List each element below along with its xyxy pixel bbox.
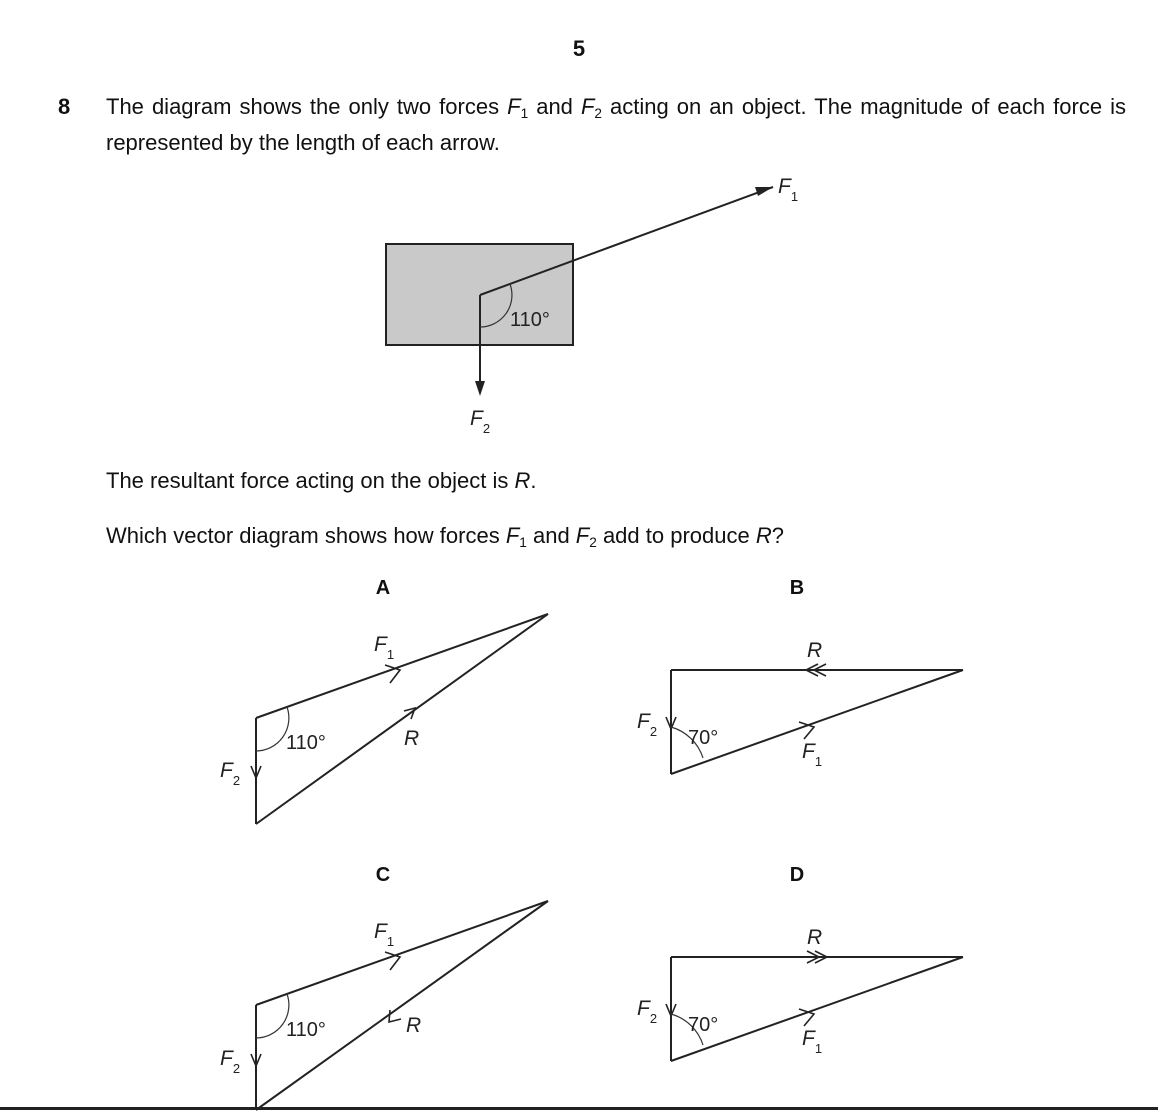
option-a-f1-label: $F_1$ [374, 633, 395, 662]
option-c-f1-label: $F_1$ [374, 920, 395, 949]
resultant-text: The resultant force acting on the object is [106, 468, 515, 493]
option-c-letter[interactable]: C [375, 864, 391, 886]
which-f1-symbol: F [505, 523, 520, 548]
which-part-2: add to produce [596, 523, 756, 548]
label-f1-main: $F_1$ [778, 175, 799, 204]
option-d-f2-label: $F_2$ [637, 997, 658, 1026]
option-b-diagram [637, 639, 963, 774]
option-a-letter[interactable]: A [375, 577, 391, 599]
option-a-angle-arc [256, 707, 289, 751]
option-a-r-line [256, 614, 548, 824]
resultant-sentence [106, 468, 536, 494]
option-b-angle-label: 70° [688, 727, 719, 749]
f1-symbol: F [507, 94, 521, 119]
option-d-f1-label: $F_1$ [802, 1027, 823, 1056]
option-c-f1-line [256, 901, 548, 1005]
which-sentence [106, 523, 784, 550]
stem-part-2: acting on an object. The magnitude of each force is represented by the length of each arrow. [106, 94, 1126, 156]
option-c-r-line [256, 901, 548, 1110]
which-and: and [526, 523, 576, 548]
stem-part-1: The diagram shows the only two forces [106, 94, 508, 119]
which-f2-symbol: F [575, 523, 590, 548]
option-a-r-label: R [404, 727, 420, 750]
option-d-angle-label: 70° [688, 1014, 719, 1036]
force-f2-arrowhead [475, 381, 485, 396]
which-r-symbol: R [755, 523, 772, 548]
main-diagram [386, 175, 798, 436]
option-b-r-label: R [807, 639, 823, 662]
which-f2-subscript: 2 [589, 535, 597, 551]
option-a-f1-line [256, 614, 548, 718]
which-end: ? [771, 523, 784, 548]
option-b-f1-label: $F_1$ [802, 740, 823, 769]
which-part-1: Which vector diagram shows how forces [106, 523, 506, 548]
option-a-f2-label: $F_2$ [220, 759, 241, 788]
option-c-angle-arc [256, 994, 289, 1038]
f1-subscript: 1 [520, 106, 529, 122]
option-c-f2-label: $F_2$ [220, 1047, 241, 1076]
resultant-end: . [530, 468, 537, 493]
option-b-f2-label: $F_2$ [637, 710, 658, 739]
option-c-r-chevron [389, 1010, 401, 1022]
angle-label-main: 110° [510, 309, 550, 331]
option-d-diagram [637, 926, 963, 1061]
option-d-letter[interactable]: D [789, 864, 805, 886]
f2-symbol: F [580, 94, 595, 119]
resultant-symbol: R [514, 468, 531, 493]
force-f1-arrow [480, 187, 773, 295]
stem-and: and [528, 94, 581, 119]
option-d-r-label: R [807, 926, 823, 949]
option-c-angle-label: 110° [286, 1019, 326, 1041]
question-number: 8 [58, 94, 71, 119]
option-a-angle-label: 110° [286, 732, 326, 754]
label-f2-main: $F_2$ [470, 407, 491, 436]
force-f1-arrowhead [755, 187, 773, 196]
which-f1-subscript: 1 [519, 535, 527, 551]
option-c-r-label: R [406, 1014, 422, 1037]
option-c-diagram [220, 901, 548, 1110]
option-b-letter[interactable]: B [789, 577, 805, 599]
option-a-diagram [220, 614, 548, 824]
bottom-rule [0, 1107, 1158, 1110]
page-number: 5 [572, 36, 586, 61]
f2-subscript: 2 [594, 106, 602, 122]
